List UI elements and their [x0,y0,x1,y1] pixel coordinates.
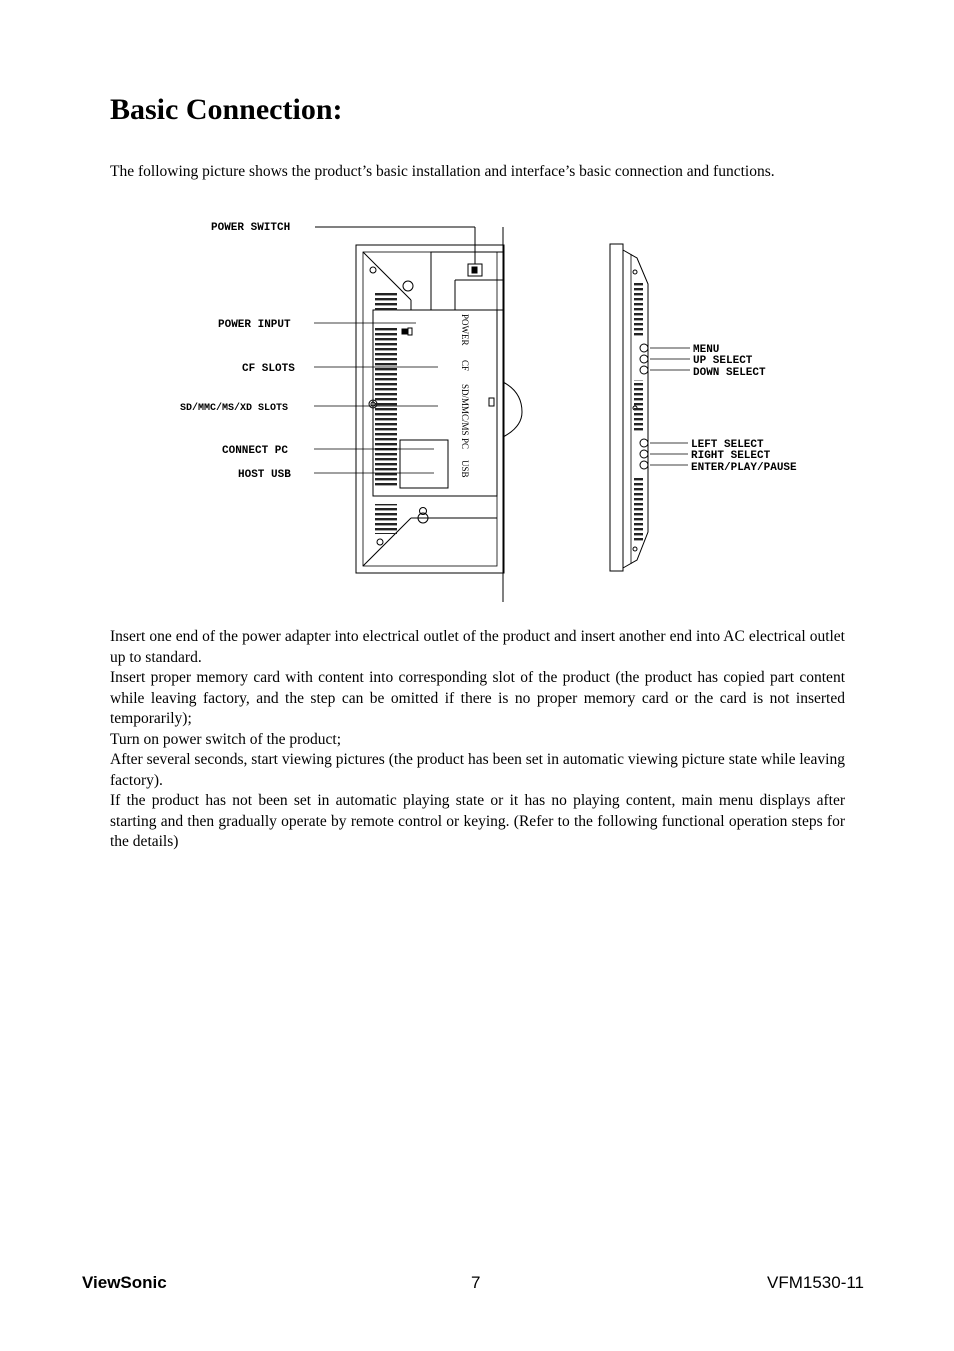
left-labels [180,222,295,481]
label-down-select: DOWN SELECT [693,367,766,379]
port-label-power: POWER [460,314,470,346]
step-1: Insert one end of the power adapter into electrical outlet of the product and insert another end into AC electrical outlet up to standard. [110,628,845,666]
step-4: After several seconds, start viewing pictures (the product has been set in automatic viewing picture state while leaving factory). [110,751,845,789]
step-3: Turn on power switch of the product; [110,730,342,748]
port-label-pc: PC [460,438,470,450]
page-title: Basic Connection: [110,93,343,126]
footer-page-number: 7 [471,1273,481,1292]
right-labels [691,344,797,474]
label-connect-pc: CONNECT PC [222,445,289,457]
label-up-select: UP SELECT [693,355,753,367]
label-host-usb: HOST USB [238,469,291,481]
label-left-select: LEFT SELECT [691,439,764,451]
instruction-steps [110,627,845,853]
port-label-cf: CF [460,360,470,372]
label-sd-slots: SD/MMC/MS/XD SLOTS [180,403,289,414]
port-label-usb: USB [460,460,470,478]
back-vents [375,292,397,534]
step-5: If the product has not been set in automatic playing state or it has no playing content, main menu displays after starting and then gradually operate by remote control or keying. (Refer to the following functional operation steps for the details) [110,792,845,850]
step-2: Insert proper memory card with content into corresponding slot of the product (the product has copied part content while leaving factory, and the step can be omitted if there is no proper memory card or the card is not inserted temporarily); [110,669,845,727]
footer-model: VFM1530-11 [767,1273,865,1292]
label-enter-play-pause: ENTER/PLAY/PAUSE [691,462,797,474]
label-power-switch: POWER SWITCH [211,222,291,234]
footer-brand: ViewSonic [82,1273,167,1292]
label-cf-slots: CF SLOTS [242,363,295,375]
port-label-sd: SD/MMC/MS [460,384,470,436]
label-right-select: RIGHT SELECT [691,450,771,462]
connection-diagram [170,212,820,607]
label-menu: MENU [693,344,720,356]
intro-paragraph: The following picture shows the product’s basic installation and interface’s basic connection and functions. [110,163,775,180]
port-labels [460,314,470,478]
right-leader-lines [650,348,690,465]
back-view [315,227,522,602]
side-vents [634,282,643,542]
label-power-input: POWER INPUT [218,319,291,331]
